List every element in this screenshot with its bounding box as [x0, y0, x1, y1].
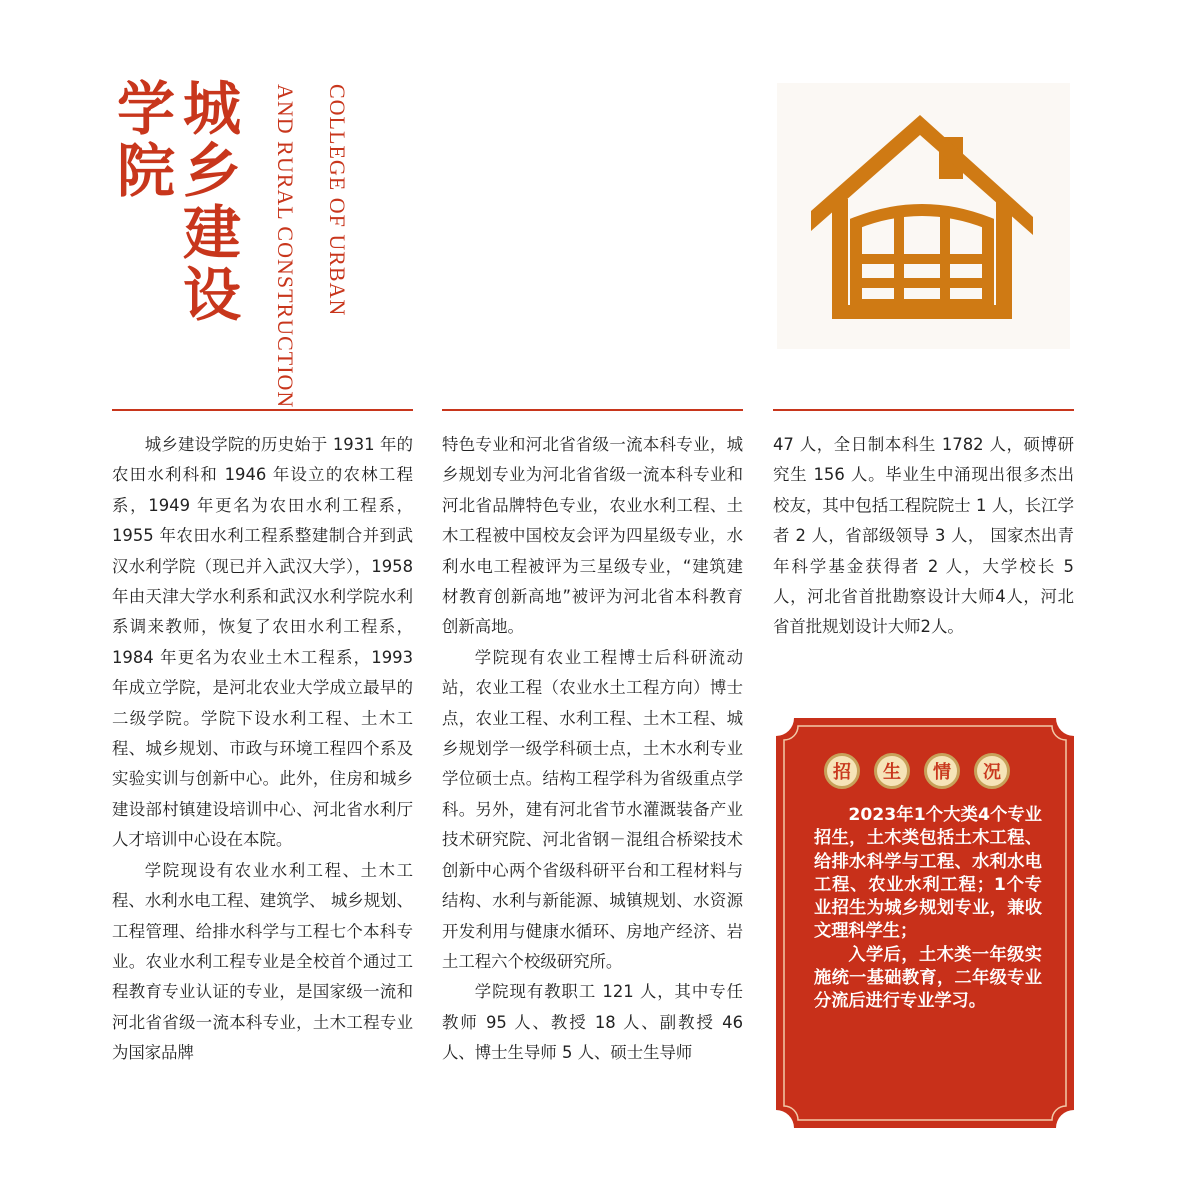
paragraph: 学院现设有农业水利工程、土木工程、水利水电工程、建筑学、 城乡规划、工程管理、给排水科学与工程七个本科专业。农业水利工程专业是全校首个通过工程教育专业认证的专业，是国家级一流和河北省省级一流本科专业，土木工程专业为国家品牌	[112, 860, 413, 1063]
house-icon-panel	[777, 83, 1070, 349]
title-en-line1: COLLEGE OF URBAN	[325, 84, 350, 317]
paragraph: 特色专业和河北省省级一流本科专业，城乡规划专业为河北省省级一流本科专业和河北省品牌特色专业，农业水利工程、土木工程被中国校友会评为四星级专业，水利水电工程被评为三星级专业，“建筑建材教育创新高地”被评为河北省本科教育创新高地。	[442, 435, 743, 637]
heading-char: 况	[974, 753, 1010, 789]
column-rule-1	[112, 409, 413, 411]
paragraph: 学院现有教职工 121 人，其中专任教师 95 人、教授 18 人、副教授 46 人、博士生导师 5 人、硕士生导师	[442, 982, 743, 1063]
text-column-2	[442, 430, 743, 1069]
text-column-3	[773, 430, 1074, 643]
paragraph: 城乡建设学院的历史始于 1931 年的农田水利科和 1946 年设立的农林工程系，1949 年更名为农田水利工程系，1955 年农田水利工程系整建制合并到武汉水利学院（现已并入武汉大学），1958 年由天津大学水利系和武汉水利学院水利系调来教师，恢复了农田水利工程系，1984 年更名为农业土木工程系，1993 年成立学院，是河北农业大学成立最早的二级学院。学院下设水利工程、土木工程、城乡规划、市政与环境工程四个系及实验实训与创新中心。此外，住房和城乡建设部村镇建设培训中心、河北省水利厅人才培训中心设在本院。	[112, 435, 413, 850]
column-rule-3	[773, 409, 1074, 411]
heading-char: 生	[874, 753, 910, 789]
heading-char: 招	[824, 753, 860, 789]
title-cn-col2: 学院	[107, 78, 175, 202]
admissions-heading	[824, 753, 1010, 789]
title-cn-col1: 城乡建设	[173, 78, 241, 326]
house-icon	[777, 83, 1070, 349]
paragraph: 2023年1个大类4个专业招生，土木类包括土木工程、给排水科学与工程、水利水电工程、农业水利工程；1个专业招生为城乡规划专业，兼收文理科学生；	[814, 805, 1042, 942]
paragraph: 47 人，全日制本科生 1782 人，硕博研究生 156 人。毕业生中涌现出很多杰出校友，其中包括工程院院士 1 人，长江学者 2 人，省部级领导 3 人， 国家杰出青年科学基金获得者 2 人，大学校长 5 人，河北省首批勘察设计大师4人，河北省首批规划设计大师2人。	[773, 435, 1074, 637]
text-column-1	[112, 430, 413, 1069]
admissions-text	[814, 804, 1042, 1014]
column-rule-2	[442, 409, 743, 411]
paragraph: 学院现有农业工程博士后科研流动站，农业工程（农业水土工程方向）博士点，农业工程、水利工程、土木工程、城乡规划学一级学科硕士点，土木水利专业学位硕士点。结构工程学科为省级重点学科。另外，建有河北省节水灌溉装备产业技术研究院、河北省钢－混组合桥梁技术创新中心两个省级科研平台和工程材料与结构、水利与新能源、城镇规划、水资源开发利用与健康水循环、房地产经济、岩土工程六个校级研究所。	[442, 647, 743, 971]
title-en-line2: AND RURAL CONSTRUCTION	[273, 84, 298, 409]
heading-char: 情	[924, 753, 960, 789]
paragraph: 入学后，土木类一年级实施统一基础教育，二年级专业分流后进行专业学习。	[814, 944, 1042, 1012]
